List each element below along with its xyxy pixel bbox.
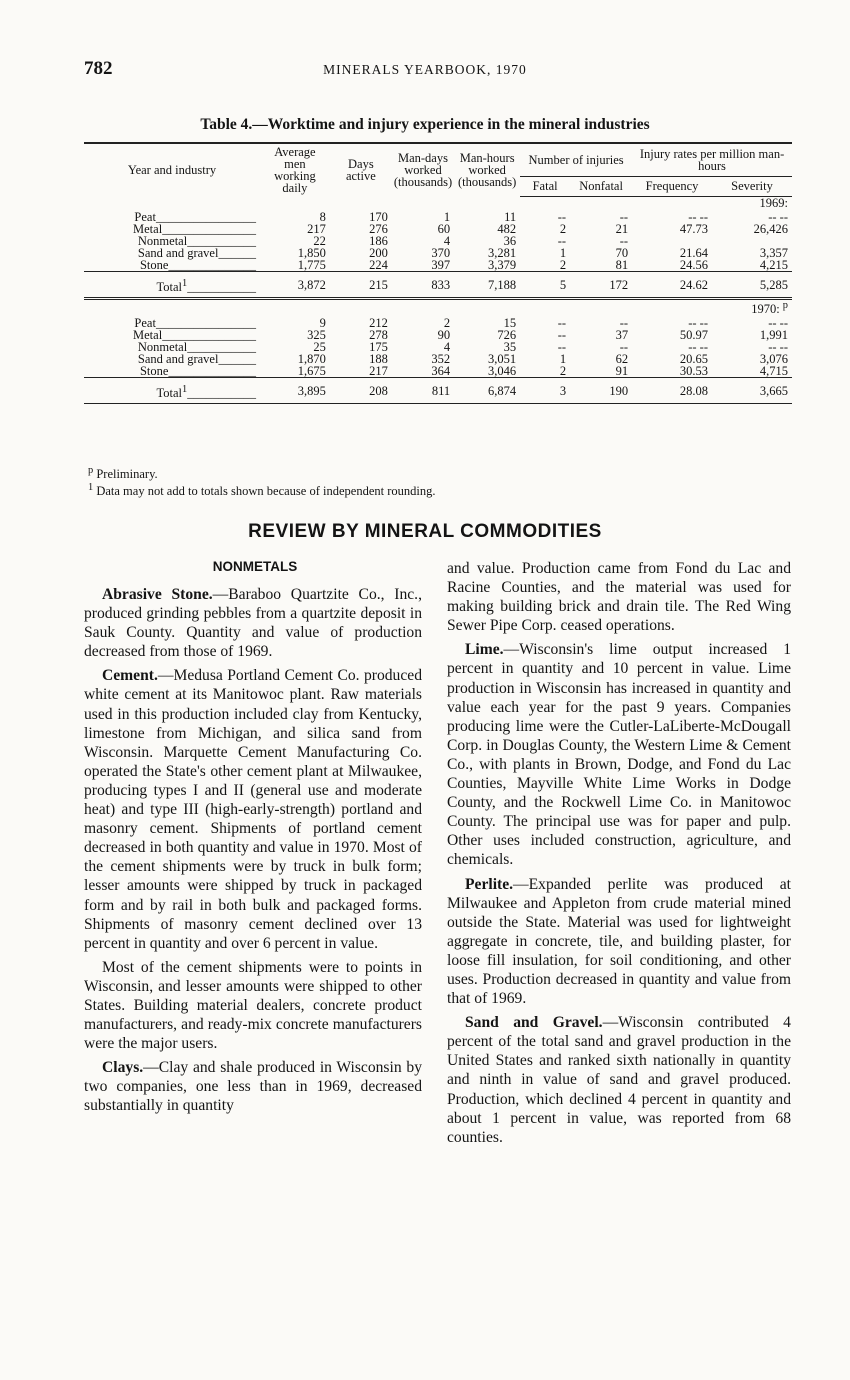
- cell-nonfatal: 21: [615, 221, 629, 236]
- leader-dots: ___________: [187, 279, 256, 294]
- year-label-1969: 1969:: [759, 195, 788, 210]
- cell-sev: 3,665: [712, 377, 792, 403]
- row-name: Metal: [133, 221, 163, 236]
- total-row-1970: [84, 377, 792, 403]
- cell-sev: [712, 235, 792, 247]
- cell-days: 212: [369, 315, 388, 330]
- cell-fatal: --: [557, 233, 567, 248]
- paragraph-perlite: [447, 875, 791, 1009]
- cell-freq: 24.56: [679, 257, 709, 272]
- footnote-mark: 1: [181, 277, 188, 289]
- cell-manhours: 726: [497, 327, 517, 342]
- cell-freq: 28.08: [632, 377, 712, 403]
- row-name: Sand and gravel: [137, 351, 219, 366]
- row-name: Peat: [134, 315, 156, 330]
- row-name: Stone: [139, 363, 169, 378]
- leader-dots: _______________: [162, 327, 256, 342]
- row-name: Sand and gravel: [137, 245, 219, 260]
- cell-freq: 47.73: [679, 221, 709, 236]
- cell-men: 25: [313, 339, 326, 354]
- cell-mandays: 352: [431, 351, 451, 366]
- cell-freq: 21.64: [679, 245, 709, 260]
- cell-nonfatal: 62: [615, 351, 629, 366]
- run-in-head: Lime.: [465, 641, 504, 659]
- row-name: Nonmetal: [137, 339, 188, 354]
- cell-nonfatal: 172: [570, 271, 632, 298]
- cell-manhours: 7,188: [454, 271, 520, 298]
- run-in-head: Sand and Gravel.: [465, 1014, 603, 1032]
- paragraph-body: —Wisconsin's lime output increased 1 percent in quantity and 10 percent in value. Lime production in Wisconsin has increased in quantity and value each year for the past 9 years. Companies producing lime were the Cutler-LaLiberte-McDougall Corp. in Douglas County, the Western Lime & Cement Co., with plants in Brown, Dodge, and Fond du Lac Counties, Mayville White Lime Works in Dodge County, and the Rockwell Lime Co. in Manitowoc County. The principal use was for paper and pulp. Other uses included construction, agriculture, and chemicals.: [447, 641, 791, 869]
- cell-days: 217: [369, 363, 388, 378]
- cell-freq: -- --: [688, 315, 709, 330]
- cell-sev: 1,991: [759, 327, 788, 342]
- cell-manhours: 35: [503, 339, 517, 354]
- right-column: [447, 559, 791, 1152]
- paragraph-body: —Clay and shale produced in Wisconsin by two companies, one less than in 1969, decreased substantially in quantity: [84, 1059, 422, 1115]
- cell-nonfatal: --: [619, 209, 629, 224]
- year-label-1970: [84, 298, 792, 315]
- row-name: Metal: [133, 327, 163, 342]
- cell-fatal: 3: [520, 377, 570, 403]
- cell-days: 278: [369, 327, 388, 342]
- cell-manhours: 11: [504, 209, 517, 224]
- cell-men: 1,870: [297, 351, 326, 366]
- cell-mandays: 397: [431, 257, 451, 272]
- cell-days: 170: [369, 209, 388, 224]
- cell-nonfatal: --: [619, 339, 629, 354]
- paragraph-clays: [84, 1058, 422, 1115]
- footnote-text: Preliminary.: [96, 467, 158, 482]
- leader-dots: ___________: [187, 233, 256, 248]
- footnote-text: Data may not add to totals shown because of independent rounding.: [96, 484, 436, 499]
- row-name: Stone: [139, 257, 169, 272]
- cell-manhours: 3,051: [488, 351, 517, 366]
- cell-sev: -- --: [768, 315, 788, 330]
- cell-fatal: 2: [559, 221, 567, 236]
- header-injuries-group: Number of injuries: [520, 143, 632, 177]
- cell-nonfatal: --: [619, 233, 629, 248]
- cell-sev: -- --: [768, 209, 788, 224]
- total-row-1969: [84, 271, 792, 298]
- leader-dots: ______________: [168, 363, 256, 378]
- cell-manhours: 3,281: [488, 245, 517, 260]
- cell-manhours: 36: [503, 233, 517, 248]
- run-in-head: Clays.: [102, 1059, 144, 1077]
- table-row: [84, 209, 792, 223]
- cell-manhours: 482: [497, 221, 517, 236]
- run-in-head: Cement.: [102, 667, 158, 685]
- cell-fatal: --: [557, 327, 567, 342]
- header-fatal: Fatal: [520, 177, 570, 196]
- header-rates-group: Injury rates per million man-hours: [632, 143, 792, 177]
- cell-freq: [632, 235, 712, 247]
- cell-fatal: --: [557, 209, 567, 224]
- cell-men: 1,850: [297, 245, 326, 260]
- leader-dots: ________________: [155, 315, 256, 330]
- cell-nonfatal: --: [619, 315, 629, 330]
- cell-freq: 30.53: [679, 363, 709, 378]
- cell-nonfatal: 70: [615, 245, 629, 260]
- cell-days: 188: [369, 351, 388, 366]
- cell-men: 8: [319, 209, 326, 224]
- paragraph-cement-users: [84, 958, 422, 1053]
- footnote-mark: 1: [181, 383, 188, 395]
- cell-mandays: 60: [437, 221, 451, 236]
- cell-mandays: 4: [443, 339, 451, 354]
- paragraph-body: —Wisconsin contributed 4 percent of the total sand and gravel production in the United States and ranked sixth nationally in quantity and ninth in value of sand and gravel produced. Production, which declined 4 percent in quantity and about 1 percent in value, was reported from 68 counties.: [447, 1014, 791, 1146]
- cell-sev: 3,076: [759, 351, 788, 366]
- leader-dots: ___________: [187, 339, 256, 354]
- cell-mandays: 811: [392, 377, 454, 403]
- cell-manhours: 6,874: [454, 377, 520, 403]
- header-year-industry: Year and industry: [127, 163, 217, 177]
- cell-men: 1,775: [297, 257, 326, 272]
- header-frequency: Frequency: [632, 177, 712, 196]
- header-man-hours: Man-hours worked (thousands): [457, 151, 517, 189]
- page-header: [84, 58, 766, 86]
- cell-men: 217: [307, 221, 326, 236]
- cell-sev: 26,426: [753, 221, 788, 236]
- cell-nonfatal: 37: [615, 327, 629, 342]
- paragraph-clays-continued: [447, 559, 791, 635]
- cell-freq: -- --: [688, 339, 709, 354]
- row-name: Peat: [134, 209, 156, 224]
- cell-sev: 5,285: [712, 271, 792, 298]
- injury-table: [84, 142, 792, 404]
- subhead-nonmetals: NONMETALS: [212, 559, 298, 574]
- paragraph-cement: [84, 666, 422, 952]
- cell-days: 224: [369, 257, 388, 272]
- cell-nonfatal: 190: [570, 377, 632, 403]
- year-label-text: 1970:: [751, 301, 780, 316]
- row-name: Nonmetal: [137, 233, 188, 248]
- footnote-mark: 1: [88, 482, 94, 493]
- header-days-active: Days active: [345, 157, 376, 183]
- running-head: MINERALS YEARBOOK, 1970: [323, 62, 527, 77]
- cell-sev: 4,715: [759, 363, 788, 378]
- paragraph-body: Most of the cement shipments were to points in Wisconsin, and lesser amounts were shipped to other States. Building material dealers, concrete product manufacturers, and ready-mix concrete manufacturers were the major users.: [84, 958, 422, 1053]
- run-in-head: Abrasive Stone.: [102, 586, 213, 603]
- leader-dots: _______________: [162, 221, 256, 236]
- left-column: [84, 585, 422, 1121]
- cell-manhours: 3,046: [488, 363, 517, 378]
- paragraph-body: —Medusa Portland Cement Co. produced white cement at its Manitowoc plant. Raw materials used in this production included clay from Kentucky, limestone from Michigan, and silica sand from Wisconsin. Marquette Cement Manufacturing Co. operated the State's other cement plant at Milwaukee, producing types I and II (general use and moderate heat) and type III (high-early-strength) portland and masonry cement. Shipments of portland cement decreased in both quantity and value in 1970. Most of the cement shipments were by truck in bulk form; lesser amounts were shipped by truck in packaged form and by rail in both bulk and packaged forms. Shipments of masonry cement declined over 13 percent in quantity and over 6 percent in value.: [84, 667, 422, 952]
- header-avg-men: Average men working daily: [274, 145, 316, 195]
- cell-men: 3,895: [260, 377, 330, 403]
- cell-mandays: 90: [437, 327, 451, 342]
- header-severity: Severity: [712, 177, 792, 196]
- header-nonfatal: Nonfatal: [570, 177, 632, 196]
- cell-men: 1,675: [297, 363, 326, 378]
- cell-freq: 50.97: [679, 327, 709, 342]
- cell-fatal: 5: [520, 271, 570, 298]
- leader-dots: ______: [218, 245, 256, 260]
- leader-dots: ___________: [187, 385, 256, 400]
- total-label: Total: [156, 279, 182, 294]
- cell-mandays: 370: [431, 245, 451, 260]
- cell-days: 276: [369, 221, 388, 236]
- cell-days: 208: [330, 377, 392, 403]
- cell-fatal: --: [557, 315, 567, 330]
- cell-days: 186: [369, 233, 388, 248]
- cell-mandays: 833: [392, 271, 454, 298]
- table-row: [84, 259, 792, 272]
- cell-sev: 4,215: [759, 257, 788, 272]
- paragraph-sand-gravel: [447, 1013, 791, 1147]
- table-row: [84, 365, 792, 378]
- header-man-days: Man-days worked (thousands): [393, 151, 453, 189]
- cell-fatal: 2: [559, 257, 567, 272]
- cell-men: 9: [319, 315, 326, 330]
- cell-fatal: 1: [559, 351, 567, 366]
- cell-days: 200: [369, 245, 388, 260]
- cell-nonfatal: 81: [615, 257, 629, 272]
- cell-nonfatal: 91: [615, 363, 629, 378]
- cell-men: 22: [313, 233, 326, 248]
- paragraph-body: —Expanded perlite was produced at Milwaukee and Appleton from crude material mined outside the State. Material was used for lightweight aggregate in concrete, tile, and building plaster, for loose fill insulation, for soil conditioning, and other uses. Production decreased in quantity and value from that of 1969.: [447, 875, 791, 1008]
- footnote-preliminary: [88, 464, 158, 481]
- total-label: Total: [156, 385, 182, 400]
- footnote-rounding: [88, 481, 435, 498]
- cell-mandays: 1: [443, 209, 451, 224]
- cell-mandays: 4: [443, 233, 451, 248]
- cell-sev: -- --: [768, 339, 788, 354]
- cell-fatal: 2: [559, 363, 567, 378]
- paragraph-body: and value. Production came from Fond du Lac and Racine Counties, and the material was used for making building brick and drain tile. The Red Wing Sewer Pipe Corp. ceased operations.: [447, 560, 791, 635]
- page-number: 782: [84, 58, 113, 79]
- paragraph-lime: [447, 640, 791, 869]
- cell-days: 215: [330, 271, 392, 298]
- run-in-head: Perlite.: [465, 875, 514, 893]
- cell-men: 3,872: [260, 271, 330, 298]
- cell-sev: 3,357: [759, 245, 788, 260]
- leader-dots: ______________: [168, 257, 256, 272]
- footnote-mark: p: [88, 465, 94, 476]
- section-title: REVIEW BY MINERAL COMMODITIES: [248, 521, 602, 542]
- cell-manhours: 3,379: [488, 257, 517, 272]
- cell-manhours: 15: [503, 315, 517, 330]
- cell-fatal: --: [557, 339, 567, 354]
- paragraph-body: —Baraboo Quartzite Co., Inc., produced grinding pebbles from a quartzite deposit in Sauk County. Quantity and value of production decreased from those of 1969.: [84, 586, 422, 661]
- cell-freq: 20.65: [679, 351, 709, 366]
- cell-mandays: 2: [443, 315, 451, 330]
- cell-men: 325: [307, 327, 326, 342]
- preliminary-mark: p: [782, 299, 788, 311]
- table-row: [84, 315, 792, 329]
- leader-dots: ______: [218, 351, 256, 366]
- cell-days: 175: [369, 339, 388, 354]
- leader-dots: ________________: [155, 209, 256, 224]
- paragraph-abrasive-stone: [84, 585, 422, 661]
- cell-freq: -- --: [688, 209, 709, 224]
- table-title: Table 4.—Worktime and injury experience in the mineral industries: [200, 116, 650, 133]
- cell-mandays: 364: [431, 363, 451, 378]
- cell-freq: 24.62: [632, 271, 712, 298]
- cell-fatal: 1: [559, 245, 567, 260]
